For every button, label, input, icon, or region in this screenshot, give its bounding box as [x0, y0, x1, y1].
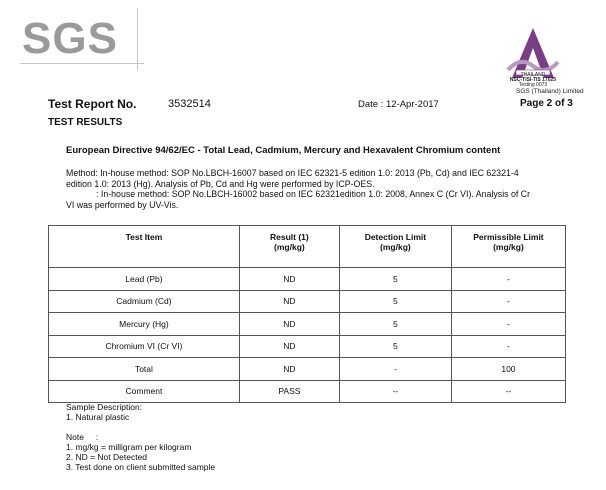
sample-description-title: Sample Description:	[66, 402, 143, 412]
cell-detection-limit: 5	[339, 335, 451, 358]
table-row	[49, 313, 566, 336]
cell-test-item: Mercury (Hg)	[49, 313, 240, 336]
cell-result: ND	[239, 313, 339, 336]
cell-permissible-limit: -	[451, 313, 565, 336]
header-test-item: Test Item	[49, 226, 240, 268]
section-title: TEST RESULTS	[48, 117, 123, 128]
method-line: edition 1.0: 2013 (Hg). Analysis of Pb, Cd and Hg were performed by ICP-OES.	[66, 178, 375, 189]
cell-test-item: Lead (Pb)	[49, 268, 240, 291]
cert-line-2: NSC-TISI-TIS 17025	[509, 77, 557, 83]
cell-test-item: Total	[49, 358, 240, 381]
method-description	[66, 168, 556, 210]
cert-line-1: THAILAND	[520, 72, 546, 78]
report-date: Date : 12-Apr-2017	[358, 99, 439, 110]
cell-test-item: Chromium VI (Cr VI)	[49, 335, 240, 358]
table-row	[49, 290, 566, 313]
note-item: 3. Test done on client submitted sample	[66, 462, 216, 472]
page-indicator: Page 2 of 3	[520, 98, 573, 109]
cert-line-3: Testing 0073	[518, 82, 548, 88]
table-header-row	[49, 226, 566, 268]
note-item: 1. mg/kg = milligram per kilogram	[66, 442, 192, 452]
cell-permissible-limit: -	[451, 268, 565, 291]
cell-test-item: Cadmium (Cd)	[49, 290, 240, 313]
cell-test-item: Comment	[49, 380, 240, 403]
table-row	[49, 358, 566, 381]
report-number-label: Test Report No.	[48, 97, 137, 111]
logo-divider-vertical	[137, 8, 138, 70]
cell-detection-limit: -	[339, 358, 451, 381]
results-table	[48, 225, 566, 403]
directive-title: European Directive 94/62/EC - Total Lead, Cadmium, Mercury and Hexavalent Chromium content	[66, 145, 501, 156]
cell-permissible-limit: -	[451, 335, 565, 358]
cell-detection-limit: 5	[339, 290, 451, 313]
cell-permissible-limit: --	[451, 380, 565, 403]
report-number: 3532514	[168, 98, 211, 110]
cell-permissible-limit: -	[451, 290, 565, 313]
cell-permissible-limit: 100	[451, 358, 565, 381]
cell-detection-limit: 5	[339, 313, 451, 336]
logo-divider-horizontal	[20, 63, 144, 64]
header-permissible-limit: Permissible Limit (mg/kg)	[451, 226, 565, 268]
cell-result: ND	[239, 290, 339, 313]
method-line: : In-house method: SOP No.LBCH-16002 based on IEC 62321edition 1.0: 2008, Annex C (Cr VI). Analysis of Cr	[96, 189, 531, 199]
company-name: SGS (Thailand) Limited	[516, 88, 584, 95]
cell-result: ND	[239, 335, 339, 358]
sgs-logo: SGS	[22, 14, 118, 63]
header-result: Result (1) (mg/kg)	[239, 226, 339, 268]
table-row	[49, 268, 566, 291]
header-detection-limit: Detection Limit (mg/kg)	[339, 226, 451, 268]
method-line: VI was performed by UV-Vis.	[66, 199, 179, 210]
cell-result: ND	[239, 358, 339, 381]
cell-result: ND	[239, 268, 339, 291]
table-row	[49, 380, 566, 403]
note-item: 2. ND = Not Detected	[66, 452, 148, 462]
note-title: Note :	[66, 432, 99, 442]
cell-detection-limit: 5	[339, 268, 451, 291]
cell-result: PASS	[239, 380, 339, 403]
cell-detection-limit: --	[339, 380, 451, 403]
table-row	[49, 335, 566, 358]
sample-description-item: 1. Natural plastic	[66, 412, 130, 422]
method-line: Method: In-house method: SOP No.LBCH-16007 based on IEC 62321-5 edition 1.0: 2013 (Pb, Cd) and IEC 62321-4	[66, 168, 519, 178]
footer-notes	[66, 402, 215, 472]
